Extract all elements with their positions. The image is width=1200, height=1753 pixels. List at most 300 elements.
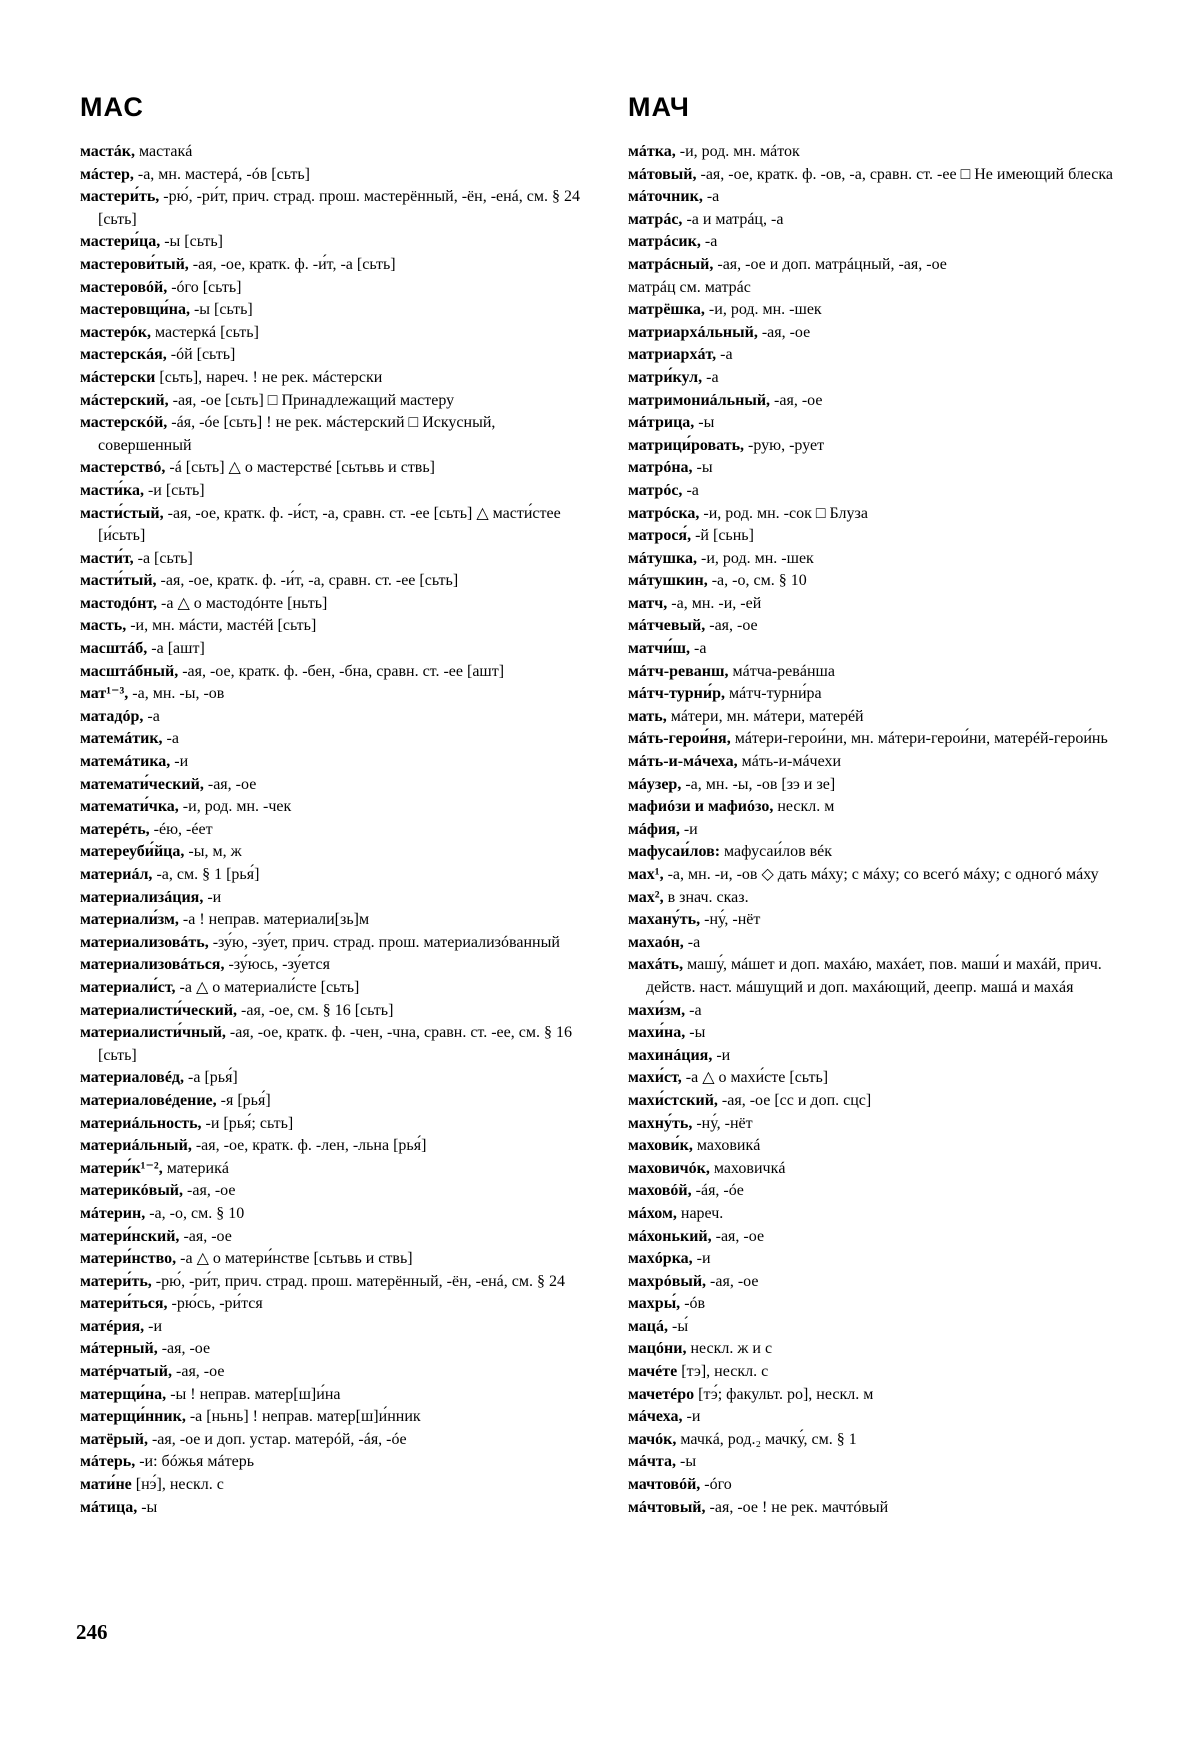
dictionary-entry: [628, 1316, 1146, 1339]
entry-definition: -а, мн. мастерá, -óв [сьть]: [133, 165, 311, 183]
dictionary-entry: [80, 1000, 592, 1023]
entry-definition: -и, мн. мáсти, мастéй [сьть]: [126, 617, 317, 635]
entry-headword: материалисти́чный,: [80, 1024, 226, 1042]
dictionary-entry: [628, 887, 1146, 910]
dictionary-entry: [80, 457, 592, 480]
entry-headword: математи́ческий,: [80, 775, 204, 793]
entry-headword: махи́зм,: [628, 1001, 686, 1019]
entry-headword: матерщи́нник,: [80, 1408, 186, 1426]
dictionary-entry: [628, 638, 1146, 661]
dictionary-entry: [628, 1451, 1146, 1474]
entry-headword: мáтчевый,: [628, 617, 706, 635]
entry-headword: материализáция,: [80, 888, 204, 906]
dictionary-entry: [80, 1113, 592, 1136]
entry-headword: мат¹⁻³,: [80, 685, 129, 703]
dictionary-entry: [628, 819, 1146, 842]
entry-headword: материкóвый,: [80, 1182, 184, 1200]
entry-headword: материализовáть,: [80, 933, 209, 951]
dictionary-entry: [80, 1361, 592, 1384]
entry-definition: -а, -о, см. § 10: [145, 1204, 245, 1222]
entry-definition: мастеркá [сьть]: [150, 323, 259, 341]
entry-headword: мáстерский,: [80, 391, 169, 409]
entry-headword: материаловéд,: [80, 1069, 185, 1087]
entry-definition: -а △ о матери́нстве [сьтьвь и ствь]: [176, 1250, 413, 1268]
entry-headword: мáчтовый,: [628, 1498, 706, 1516]
entry-definition: -а и матрáц, -а: [682, 210, 784, 228]
entry-headword: мафиóзи и мафиóзо,: [628, 798, 774, 816]
entry-headword: матрáсик,: [628, 233, 701, 251]
entry-definition: [сьть], нареч. ! не рек. мáстерски: [155, 368, 383, 386]
entry-headword: матч,: [628, 594, 668, 612]
entry-definition: -а [ньнь] ! неправ. матер[ш]и́нник: [185, 1408, 421, 1426]
dictionary-entry: [80, 367, 592, 390]
entry-definition: -ы [сьть]: [189, 301, 253, 319]
entry-definition: -ая, -ое: [203, 775, 257, 793]
entry-headword: мачéте: [628, 1363, 678, 1381]
entry-definition: -óй [сьть]: [166, 346, 236, 364]
entry-headword: мастерскóй,: [80, 414, 168, 432]
entry-definition: -ая, -ое: [706, 1272, 759, 1290]
dictionary-entry: [628, 954, 1146, 999]
entry-headword: масштáб,: [80, 640, 148, 658]
entry-definition: -а: [700, 233, 718, 251]
dictionary-entry: [628, 683, 1146, 706]
entry-definition: -и: [679, 820, 698, 838]
entry-headword: мачóк,: [628, 1430, 677, 1448]
entry-definition: -ы, м, ж: [184, 843, 242, 861]
entry-headword: мастерови́тый,: [80, 255, 189, 273]
entry-definition: -а, мн. -и, -ей: [667, 594, 762, 612]
dictionary-entry: [80, 1293, 592, 1316]
dictionary-entry: [80, 1248, 592, 1271]
entry-headword: матемáтика,: [80, 753, 171, 771]
entry-definition: -а, см. § 1 [рья́]: [152, 866, 260, 883]
entry-definition: -и [рья́; сьть]: [201, 1114, 294, 1132]
dictionary-entry: [628, 1000, 1146, 1023]
entry-headword: мáстер,: [80, 165, 134, 183]
dictionary-entry: [80, 480, 592, 503]
entry-headword: матéрчатый,: [80, 1363, 173, 1381]
entry-definition: -и: [203, 888, 222, 906]
entry-definition: -рю́, -ри́т, прич. страд. прош. мастерённый, -ён, -енá, см. § 24 [сьть]: [98, 188, 581, 228]
dictionary-entry: [80, 277, 592, 300]
page-number: 246: [76, 1620, 108, 1644]
entry-definition: мастакá: [134, 143, 193, 160]
entry-headword: материализовáться,: [80, 956, 225, 974]
entry-definition: -óго [сьть]: [167, 278, 242, 296]
entry-headword: матéрия,: [80, 1317, 145, 1335]
entry-definition: мáтча-ревáнша: [728, 662, 835, 680]
entry-headword: мáхонький,: [628, 1227, 712, 1245]
entry-definition: мáтч-турни́ра: [725, 685, 822, 703]
entry-definition: -и, род. мн. -чек: [178, 798, 292, 816]
entry-headword: мáчта,: [628, 1453, 676, 1471]
entry-definition: -ая, -ое: [172, 1363, 225, 1381]
dictionary-entry: [80, 887, 592, 910]
entry-headword: мáтерин,: [80, 1204, 146, 1222]
entry-definition: -и: [712, 1046, 731, 1064]
entry-definition: [тэ́; факульт. ро], нескл. м: [694, 1385, 874, 1403]
entry-headword: мастодóнт,: [80, 594, 158, 612]
dictionary-entry: [628, 525, 1146, 548]
entry-headword: мастáк,: [80, 143, 135, 160]
dictionary-entry: [80, 841, 592, 864]
entry-headword: мáстерски: [80, 368, 156, 386]
entry-headword: мáтка,: [628, 143, 676, 160]
entry-headword: мах¹,: [628, 866, 664, 883]
entry-headword: матрося́,: [628, 527, 692, 545]
dictionary-entry: [628, 141, 1146, 164]
entry-headword: мáть-герои́ня,: [628, 730, 731, 748]
entry-headword: мастерскáя,: [80, 346, 167, 364]
dictionary-entry: [80, 932, 592, 955]
entry-headword: мáтерный,: [80, 1340, 158, 1358]
dictionary-entry: [80, 390, 592, 413]
dictionary-entry: [80, 570, 592, 593]
entry-headword: мáточник,: [628, 188, 703, 206]
dictionary-entry: [80, 661, 592, 684]
dictionary-entry: [628, 367, 1146, 390]
dictionary-entry: [80, 751, 592, 774]
dictionary-entry: [80, 254, 592, 277]
entry-definition: маховичкá: [709, 1159, 786, 1177]
dictionary-entry: [628, 1045, 1146, 1068]
entry-definition: -и, род. мн. мáток: [675, 143, 800, 160]
entry-headword: мафусаи́лов:: [628, 843, 721, 861]
entry-headword: матриархáльный,: [628, 323, 758, 341]
entry-definition: -и [сьть]: [143, 481, 205, 499]
entry-definition: -и: [170, 753, 189, 771]
entry-definition: -зу́ю, -зу́ет, прич. страд. прош. материализóванный: [208, 933, 560, 951]
running-head-right: МАЧ: [628, 92, 690, 122]
entry-headword: махóрка,: [628, 1250, 693, 1268]
dictionary-entry: [628, 1203, 1146, 1226]
dictionary-entry: [628, 864, 1146, 887]
entry-headword: матчи́ш,: [628, 640, 690, 658]
entry-definition: -а [ашт]: [147, 640, 205, 658]
entry-headword: матерéть,: [80, 820, 150, 838]
entry-definition: -а, мн. -ы, -ов [зэ и зе]: [681, 775, 836, 793]
entry-definition: -а [сьть]: [133, 549, 193, 567]
dictionary-entry: [80, 1271, 592, 1294]
entry-headword: мáтрица,: [628, 414, 695, 432]
entry-definition: -ая, -ое, кратк. ф. -и́т, -а, сравн. ст. -ее [сьть]: [156, 572, 459, 590]
entry-headword: масти́стый,: [80, 504, 164, 522]
entry-definition: -áя, -óе [сьть] ! не рек. мáстерский □ Искусный, совершенный: [98, 414, 496, 454]
entry-headword: материали́зм,: [80, 911, 179, 929]
entry-definition: -рую, -рует: [744, 436, 825, 454]
dictionary-entry: [628, 480, 1146, 503]
entry-definition: мáтери, мн. мáтери, матерéй: [666, 707, 864, 725]
entry-definition: -и: [144, 1317, 162, 1335]
entry-definition: -ая, -ое, кратк. ф. -чен, -чна, сравн. ст. -ее, см. § 16 [сьть]: [98, 1024, 572, 1064]
entry-headword: махры́,: [628, 1295, 681, 1313]
entry-headword: махи́ст,: [628, 1069, 682, 1087]
entry-headword: мастеровóй,: [80, 278, 168, 296]
entry-definition: -а △ о мастодóнте [ньть]: [157, 594, 328, 612]
dictionary-entry: [80, 164, 592, 187]
entry-definition: -а △ о махи́сте [сьть]: [681, 1069, 829, 1087]
dictionary-entry: [628, 1271, 1146, 1294]
dictionary-entry: [80, 1406, 592, 1429]
entry-definition: мáть-и-мáчехи: [737, 753, 842, 771]
dictionary-entry: [80, 909, 592, 932]
entry-headword: мацá,: [628, 1317, 669, 1335]
entry-headword: масштáбный,: [80, 662, 179, 680]
dictionary-entry: [628, 548, 1146, 571]
entry-headword: махáть,: [628, 956, 684, 974]
dictionary-entry: [628, 1158, 1146, 1181]
entry-headword: махаóн,: [628, 933, 684, 951]
entry-definition: -ая, -ое: [705, 617, 758, 635]
dictionary-entry: [628, 593, 1146, 616]
entry-definition: -ая, -ое, кратк. ф. -и́ст, -а, сравн. ст. -ее [сьть] △ масти́стее [и́сьть]: [98, 504, 561, 545]
entry-headword: матери́нский,: [80, 1227, 180, 1245]
dictionary-entry: [80, 774, 592, 797]
dictionary-entry: [628, 231, 1146, 254]
entry-definition: нареч.: [676, 1204, 724, 1222]
entry-definition: -ая, -ое: [711, 1227, 765, 1245]
entry-definition: -ая, -ое: [757, 323, 811, 341]
entry-headword: мацóни,: [628, 1340, 687, 1358]
left-column: [80, 141, 592, 1519]
dictionary-entry: [80, 615, 592, 638]
dictionary-entry: [628, 1384, 1146, 1407]
entry-headword: матри́кул,: [628, 368, 703, 386]
entry-definition: -а, мн. -ы, -ов: [128, 685, 225, 703]
entry-definition: матрáц см. матрáс: [628, 278, 751, 296]
entry-headword: мах²,: [628, 888, 664, 906]
entry-headword: матрáсный,: [628, 255, 714, 273]
dictionary-entry: [628, 1022, 1146, 1045]
dictionary-entry: [80, 683, 592, 706]
entry-headword: матёрый,: [80, 1430, 148, 1448]
entry-headword: матадóр,: [80, 707, 144, 725]
running-head-left: МАС: [80, 92, 144, 122]
entry-headword: матрáс,: [628, 210, 683, 228]
dictionary-entry: [628, 1474, 1146, 1497]
dictionary-entry: [628, 457, 1146, 480]
entry-headword: материáл,: [80, 866, 153, 883]
entry-definition: -ы: [675, 1453, 697, 1471]
entry-definition: -й [сьнь]: [691, 527, 754, 545]
dictionary-entry: [628, 774, 1146, 797]
dictionary-entry: [80, 1090, 592, 1113]
entry-headword: мáтушка,: [628, 549, 698, 567]
entry-headword: масти́тый,: [80, 572, 157, 590]
dictionary-entry: [80, 1384, 592, 1407]
entry-headword: мáтовый,: [628, 165, 697, 183]
dictionary-entry: [628, 503, 1146, 526]
entry-definition: -а: [143, 707, 160, 725]
dictionary-entry: [628, 344, 1146, 367]
entry-definition: -ая, -ое и доп. матрáцный, -ая, -ое: [713, 255, 947, 273]
entry-headword: матери́к¹⁻²,: [80, 1159, 163, 1177]
entry-headword: мать,: [628, 707, 667, 725]
dictionary-entry: [628, 728, 1146, 751]
entry-headword: матрёшка,: [628, 301, 705, 319]
entry-headword: математи́чка,: [80, 798, 179, 816]
dictionary-entry: [80, 503, 592, 548]
dictionary-entry: [628, 322, 1146, 345]
dictionary-entry: [80, 1474, 592, 1497]
dictionary-entry: [80, 548, 592, 571]
entry-definition: -и, род. мн. -сок □ Блуза: [699, 504, 868, 522]
dictionary-entry: [80, 344, 592, 367]
dictionary-entry: [628, 390, 1146, 413]
entry-headword: мáузер,: [628, 775, 682, 793]
dictionary-entry: [80, 977, 592, 1000]
dictionary-entry: [628, 1361, 1146, 1384]
entry-definition: -я [рья́]: [216, 1091, 271, 1109]
entry-definition: -а: [702, 188, 720, 206]
dictionary-entry: [628, 615, 1146, 638]
entry-headword: махрóвый,: [628, 1272, 707, 1290]
dictionary-entry: [80, 1158, 592, 1181]
entry-definition: -ы [сьть]: [160, 233, 223, 251]
entry-definition: -ая, -ое ! не рек. мачтóвый: [705, 1498, 889, 1516]
entry-headword: материаловéдение,: [80, 1091, 217, 1109]
entry-headword: мастерóк,: [80, 323, 151, 341]
dictionary-entry: [628, 1338, 1146, 1361]
entry-headword: масти́ка,: [80, 481, 144, 499]
entry-headword: мастерствó,: [80, 459, 166, 477]
entry-headword: матрóска,: [628, 504, 700, 522]
entry-definition: -ы: [685, 1024, 706, 1042]
entry-headword: матери́ться,: [80, 1295, 168, 1313]
right-column: [628, 141, 1146, 1519]
entry-definition: -óв: [680, 1295, 706, 1313]
entry-definition: мáтери-герои́ни, мн. мáтери-герои́ни, матерéй-герои́нь: [730, 730, 1108, 748]
dictionary-entry: [628, 209, 1146, 232]
dictionary-entry: [80, 1497, 592, 1520]
entry-definition: -а: [716, 346, 733, 364]
entry-definition: материкá: [162, 1159, 229, 1177]
entry-headword: материáльный,: [80, 1137, 192, 1155]
entry-definition: -а: [685, 1001, 702, 1019]
entry-headword: мáхом,: [628, 1204, 677, 1222]
dictionary-entry: [80, 638, 592, 661]
dictionary-entry: [628, 299, 1146, 322]
entry-definition: -ая, -ое: [157, 1340, 211, 1358]
entry-definition: -и: [682, 1408, 701, 1426]
dictionary-entry: [80, 706, 592, 729]
entry-definition: нескл. ж и с: [686, 1340, 773, 1358]
dictionary-entry: [80, 412, 592, 457]
entry-headword: маховóй,: [628, 1182, 692, 1200]
dictionary-entry: [80, 728, 592, 751]
entry-definition: -ы: [692, 459, 713, 477]
entry-definition: -и, род. мн. -шек: [704, 301, 822, 319]
entry-headword: мастери́ца,: [80, 233, 161, 251]
dictionary-entry: [80, 593, 592, 616]
entry-headword: мáтч-турни́р,: [628, 685, 725, 703]
entry-headword: мачетéро: [628, 1385, 695, 1403]
entry-definition: -ая, -ое, кратк. ф. -и́т, -а [сьть]: [188, 255, 396, 273]
dictionary-entry: [80, 1135, 592, 1158]
entry-definition: -а ! неправ. материали[зь]м: [178, 911, 370, 929]
entry-definition: -ая, -ое, кратк. ф. -бен, -бна, сравн. ст. -ее [ашт]: [178, 662, 505, 680]
entry-headword: матери́нство,: [80, 1250, 177, 1268]
dictionary-entry: [80, 1067, 592, 1090]
dictionary-entry: [628, 1293, 1146, 1316]
dictionary-entry: [80, 1203, 592, 1226]
entry-definition: -а: [689, 640, 707, 658]
dictionary-entry: [80, 1451, 592, 1474]
entry-definition: -а: [162, 730, 179, 748]
entry-headword: мáтица,: [80, 1498, 138, 1516]
entry-definition: -áя, -óе: [691, 1182, 744, 1200]
dictionary-entry: [628, 1406, 1146, 1429]
entry-headword: махану́ть,: [628, 911, 701, 929]
entry-definition: -ы: [137, 1498, 158, 1516]
dictionary-entry: [628, 435, 1146, 458]
dictionary-entry: [80, 1338, 592, 1361]
dictionary-entry: [628, 932, 1146, 955]
dictionary-entry: [628, 1113, 1146, 1136]
dictionary-entry: [628, 1497, 1146, 1520]
dictionary-entry: [80, 231, 592, 254]
dictionary-entry: [80, 186, 592, 231]
entry-definition: -ая, -ое: [183, 1182, 236, 1200]
dictionary-entry: [628, 706, 1146, 729]
dictionary-entry: [80, 1226, 592, 1249]
dictionary-entry: [80, 299, 592, 322]
dictionary-entry: [628, 254, 1146, 277]
entry-definition: [тэ], нескл. с: [677, 1363, 769, 1381]
dictionary-entry: [628, 1135, 1146, 1158]
entry-definition: -óго: [700, 1476, 732, 1494]
entry-definition: -ы́: [668, 1317, 689, 1335]
dictionary-entry: [80, 819, 592, 842]
entry-definition: -а, мн. -и, -ов ◇ дать мáху; с мáху; со всегó мáху; с одногó мáху: [663, 866, 1099, 883]
entry-definition: -ая, -ое: [179, 1227, 232, 1245]
entry-headword: масти́т,: [80, 549, 134, 567]
entry-definition: -и, род. мн. -шек: [697, 549, 814, 567]
dictionary-entry: [628, 186, 1146, 209]
entry-headword: мачтовóй,: [628, 1476, 701, 1494]
entry-definition: -зу́юсь, -зу́ется: [224, 956, 330, 974]
dictionary-entry: [628, 661, 1146, 684]
entry-definition: -а [рья́]: [184, 1069, 238, 1087]
dictionary-entry: [80, 1316, 592, 1339]
entry-definition: мачкá, род.₂ мачку́, см. § 1: [676, 1430, 857, 1448]
entry-headword: маховичóк,: [628, 1159, 710, 1177]
entry-definition: -а: [682, 481, 699, 499]
entry-definition: -ая, -ое [сьть] □ Принадлежащий мастеру: [168, 391, 455, 409]
entry-headword: мастери́ть,: [80, 188, 160, 206]
entry-definition: -ая, -ое, см. § 16 [сьть]: [237, 1001, 394, 1019]
entry-headword: матерщи́на,: [80, 1385, 167, 1403]
dictionary-entry: [80, 954, 592, 977]
entry-definition: -и: бóжья мáтерь: [135, 1453, 255, 1471]
entry-headword: матриархáт,: [628, 346, 717, 364]
dictionary-entry: [628, 796, 1146, 819]
dictionary-entry: [628, 164, 1146, 187]
dictionary-entry: [628, 1248, 1146, 1271]
dictionary-entry: [628, 1067, 1146, 1090]
entry-headword: махинáция,: [628, 1046, 713, 1064]
entry-definition: -éю, -éет: [149, 820, 213, 838]
dictionary-entry: [628, 841, 1146, 864]
entry-definition: -ы ! неправ. матер[ш]и́на: [166, 1385, 341, 1403]
dictionary-entry: [628, 277, 1146, 300]
entry-definition: -ая, -ое и доп. устар. матерóй, -áя, -óе: [147, 1430, 407, 1448]
dictionary-entry: [628, 909, 1146, 932]
entry-headword: материáльность,: [80, 1114, 202, 1132]
entry-headword: матери́ть,: [80, 1272, 152, 1290]
entry-definition: -ая, -ое, кратк. ф. -ов, -а, сравн. ст. -ее □ Не имеющий блеска: [696, 165, 1114, 183]
